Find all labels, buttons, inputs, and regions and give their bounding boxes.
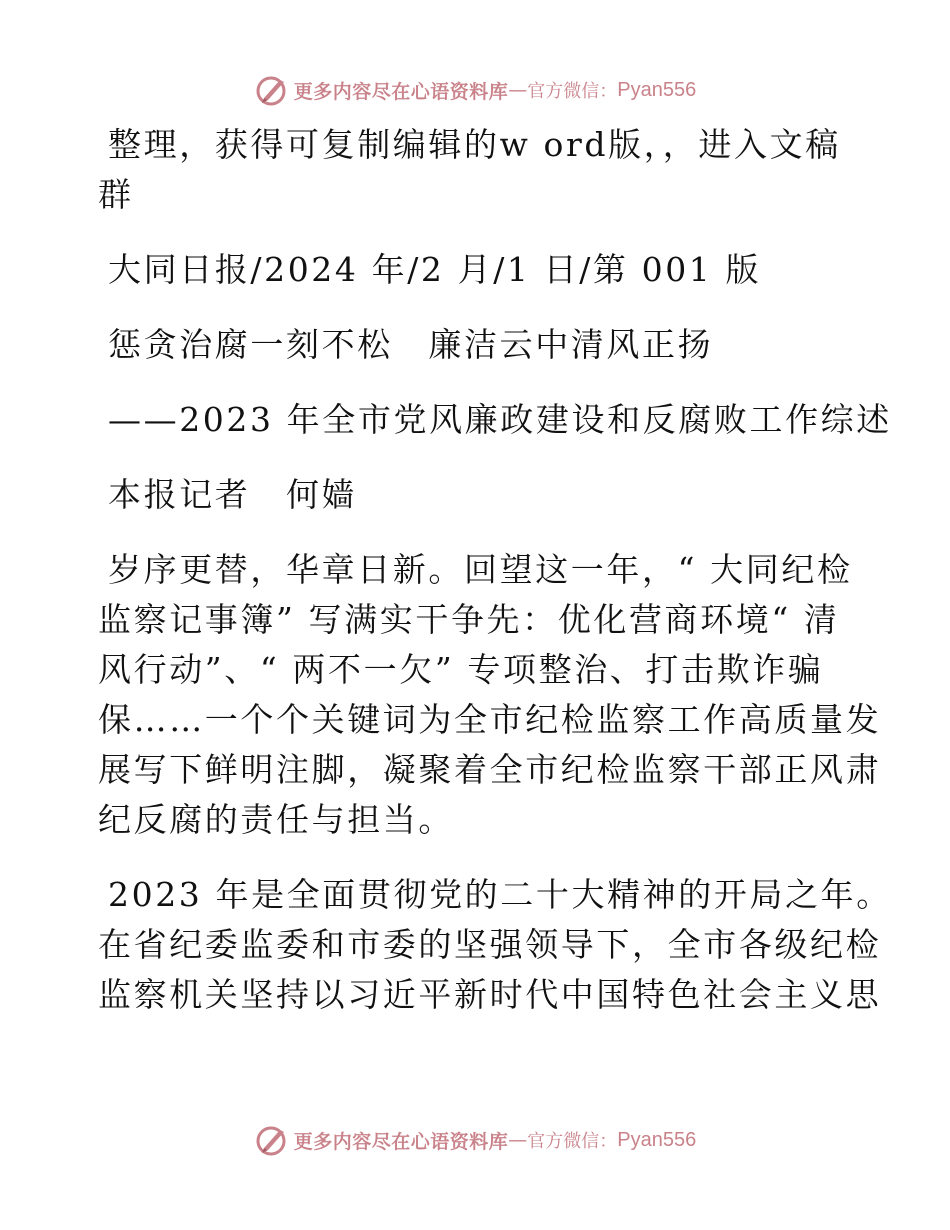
text-line: 展写下鲜明注脚，凝聚着全市纪检监察干部正风肃	[98, 750, 882, 789]
watermark-wechat-id: Pyan556	[617, 1128, 697, 1151]
watermark-wechat-label: 官方微信：	[527, 81, 618, 102]
watermark-wechat-label: 官方微信：	[527, 1131, 618, 1152]
text-line: 整理，获得可复制编辑的w ord版，，进入文稿	[108, 125, 841, 164]
text-line: 惩贪治腐一刻不松 廉洁云中清风正扬	[108, 325, 714, 364]
paragraph-2023	[98, 870, 892, 1020]
text-line: 纪反腐的责任与担当。	[98, 800, 454, 839]
text-line: 本报记者 何嫱	[108, 475, 358, 514]
paragraph-intro	[98, 120, 850, 220]
article-byline	[98, 470, 850, 520]
pen-logo-icon	[254, 1122, 290, 1158]
text-line: 群	[98, 175, 134, 214]
text-line: ——2023 年全市党风廉政建设和反腐败工作综述	[108, 400, 892, 439]
header-watermark	[0, 70, 950, 110]
watermark-dash: —	[508, 1129, 528, 1151]
watermark-wechat-id: Pyan556	[617, 78, 697, 101]
watermark-site-text: 更多内容尽在心语资料库	[293, 80, 509, 103]
paragraph-review	[98, 545, 882, 845]
text-line: 在省纪委监委和市委的坚强领导下，全市各级纪检	[98, 925, 882, 964]
text-line: 监察记事簿” 写满实干争先：优化营商环境“ 清	[98, 600, 840, 639]
text-line: 风行动”、“ 两不一欠” 专项整治、打击欺诈骗	[98, 650, 824, 689]
text-line: 监察机关坚持以习近平新时代中国特色社会主义思	[98, 975, 882, 1014]
text-line: 大同日报/2024 年/2 月/1 日/第 001 版	[108, 250, 762, 289]
footer-watermark	[0, 1120, 950, 1160]
paragraph-source	[98, 245, 850, 295]
watermark-site-text: 更多内容尽在心语资料库	[293, 1130, 509, 1153]
text-line: 2023 年是全面贯彻党的二十大精神的开局之年。	[108, 875, 892, 914]
watermark-dash: —	[508, 79, 528, 101]
pen-logo-icon	[254, 72, 290, 108]
article-subtitle	[98, 395, 892, 445]
text-line: 岁序更替，华章日新。回望这一年，“ 大同纪检	[108, 550, 853, 589]
article-title	[98, 320, 850, 370]
document-body	[98, 120, 892, 1020]
text-line: 保……一个个关键词为全市纪检监察工作高质量发	[98, 700, 882, 739]
